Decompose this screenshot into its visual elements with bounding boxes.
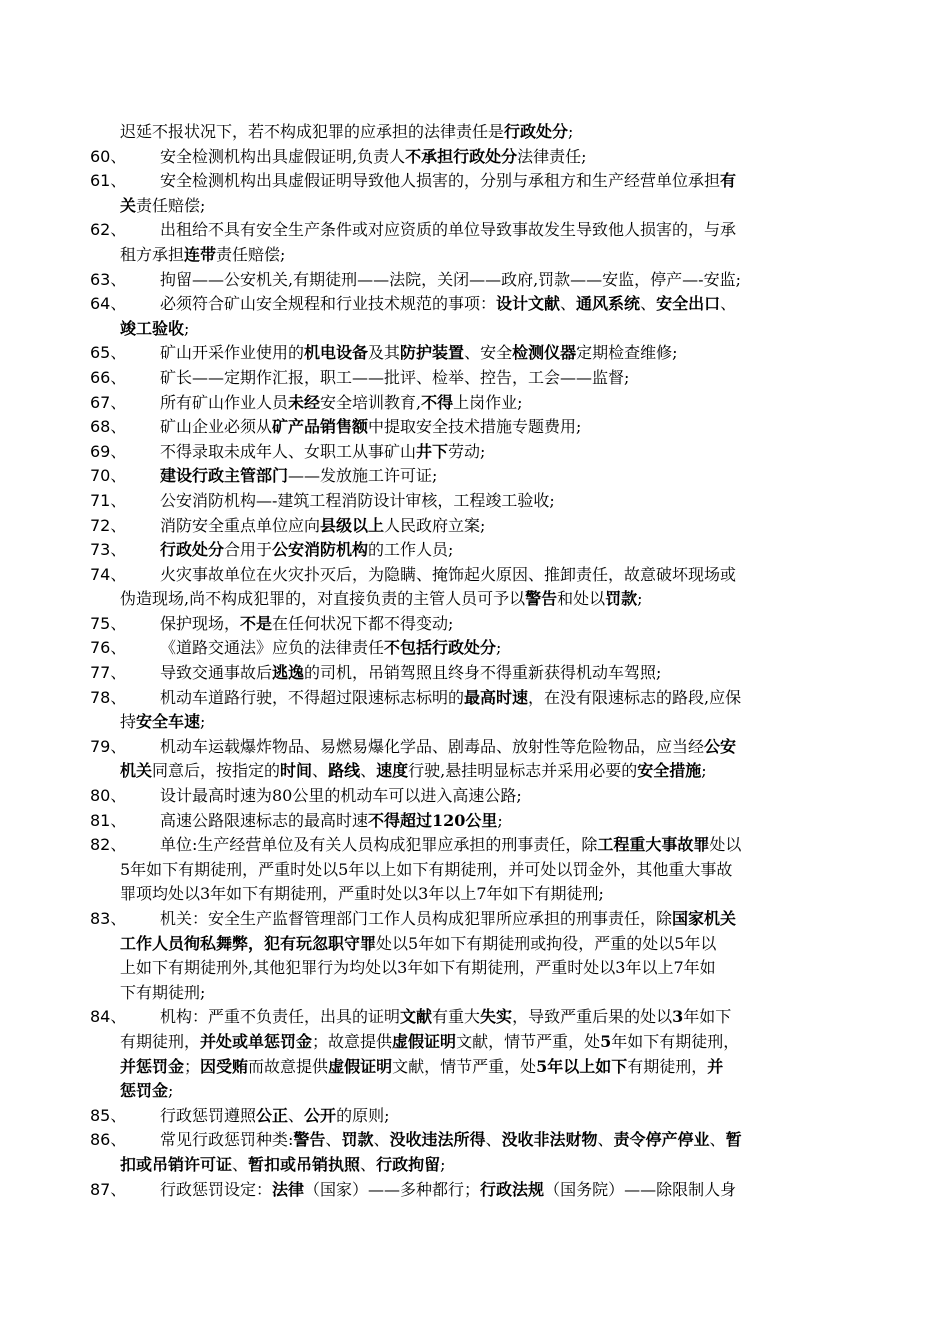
text: 出租给不具有安全生产条件或对应资质的单位导致事故发生导致他人损害的，与承: [160, 220, 737, 240]
text: 机动车运载爆炸物品、易燃易爆化学品、剧毒品、放射性等危险物品，应当经: [160, 736, 705, 756]
text: ;: [200, 712, 206, 732]
text: 必须符合矿山安全规程和行业技术规范的事项：: [160, 294, 497, 314]
list-item-line: [90, 636, 860, 661]
bold-text: 安全车速: [136, 712, 201, 732]
text: 和处以: [557, 589, 606, 609]
list-item-line: [90, 415, 860, 440]
bold-text: 不包括行政处分: [384, 638, 497, 658]
text: 上如下有期徒刑外,其他犯罪行为均处以3年如下有期徒刑，严重时处以3年以上7年如: [120, 958, 716, 978]
list-item-line: [90, 956, 860, 981]
bold-text: 警告: [293, 1130, 326, 1150]
item-number: 73、: [90, 540, 127, 560]
text: 责任赔偿;: [136, 195, 206, 215]
bold-text: 防护装置: [400, 343, 465, 363]
item-number: 81、: [90, 810, 127, 830]
item-number: 71、: [90, 490, 127, 510]
text: 机构：严重不负责任，出具的证明: [160, 1007, 401, 1027]
text: 公安消防机构—-建筑工程消防设计审核，工程竣工验收;: [160, 490, 555, 510]
text: 文献，情节严重，处: [392, 1056, 537, 1076]
list-item-line: [90, 1055, 860, 1080]
bold-text: 法律: [272, 1179, 305, 1199]
item-number: 83、: [90, 909, 127, 928]
bold-text: 机电设备: [304, 343, 369, 363]
list-item-line: [90, 366, 860, 391]
bold-text: 矿产品销售额: [272, 417, 369, 437]
text: 消防安全重点单位应向: [160, 515, 321, 535]
text: 上岗作业;: [453, 392, 523, 412]
bold-text: 设计文献: [496, 294, 561, 314]
bold-text: 没收非法财物: [501, 1130, 598, 1150]
text: 法律责任;: [517, 146, 587, 166]
bold-text: 行政法规: [480, 1179, 545, 1199]
bold-text: 失实: [480, 1007, 513, 1027]
item-number: 65、: [90, 343, 127, 363]
list-item-line: [90, 538, 860, 563]
bold-text: 3: [672, 1007, 684, 1027]
text: 单位:生产经营单位及有关人员构成犯罪应承担的刑事责任，除: [160, 835, 598, 855]
text: 同意后，按指定的: [152, 761, 281, 781]
bold-text: 最高时速: [464, 687, 529, 707]
text: ;: [440, 1154, 446, 1174]
text: 、: [360, 1154, 377, 1174]
text: 设计最高时速为80公里的机动车可以进入高速公路;: [160, 786, 522, 806]
bold-text: 公正: [256, 1105, 289, 1125]
list-item-line: [90, 268, 860, 293]
text: 有期徒刑，: [120, 1031, 201, 1051]
list-item-line: [90, 882, 860, 907]
bold-text: 通风系统: [576, 294, 641, 314]
text: 、: [232, 1154, 249, 1174]
bold-text: 虚假证明: [392, 1031, 457, 1051]
bold-text: 扣或吊销许可证: [120, 1154, 233, 1174]
bold-text: 县级以上: [320, 515, 385, 535]
text: ;: [497, 810, 503, 830]
bold-text: 逃逸: [272, 663, 305, 683]
bold-text: 5: [600, 1031, 612, 1051]
bold-text: 国家机关: [672, 909, 737, 928]
bold-text: 行政处分: [160, 540, 225, 560]
bold-text: 机关: [120, 761, 153, 781]
list-item-line: [90, 1104, 860, 1129]
text: ；: [184, 1056, 201, 1076]
text: 迟延不报状况下，若不构成犯罪的应承担的法律责任是: [120, 122, 505, 141]
text: 、: [325, 1130, 342, 1150]
text: ;: [637, 589, 643, 609]
list-item-line: [90, 489, 860, 514]
bold-text: 没收违法所得: [389, 1130, 486, 1150]
list-item-line: [90, 317, 860, 342]
list-item-line: [90, 1178, 860, 1203]
item-number: 87、: [90, 1179, 127, 1199]
list-item-line: [90, 1005, 860, 1030]
text: 下有期徒刑;: [120, 982, 206, 1002]
list-item-line: [90, 735, 860, 760]
item-number: 82、: [90, 835, 127, 855]
list-item-line: [90, 833, 860, 858]
list-item-line: [90, 169, 860, 194]
text: 伪造现场,尚不构成犯罪的，对直接负责的主管人员可予以: [120, 589, 526, 609]
text: （国家）——多种都行；: [304, 1179, 481, 1199]
text: 安全检测机构出具虚假证明导致他人损害的，分别与承租方和生产经营单位承担: [160, 171, 721, 191]
bold-text: 暂: [725, 1130, 742, 1150]
text: 罪项均处以3年如下有期徒刑，严重时处以3年以上7年如下有期徒刑;: [120, 884, 604, 904]
item-number: 60、: [90, 146, 127, 166]
bold-text: 公开: [304, 1105, 337, 1125]
bold-text: 未经: [288, 392, 321, 412]
item-number: 67、: [90, 392, 127, 412]
text: 及其: [368, 343, 401, 363]
bold-text: 暂扣或吊销执照: [248, 1154, 361, 1174]
text: 、: [360, 761, 377, 781]
text: 有期徒刑，: [627, 1056, 708, 1076]
text: 、: [485, 1130, 502, 1150]
item-number: 85、: [90, 1105, 127, 1125]
text: 、: [720, 294, 737, 314]
text: 行政惩罚设定：: [160, 1179, 273, 1199]
item-number: 84、: [90, 1007, 127, 1027]
text: 安全检测机构出具虚假证明,负责人: [160, 146, 406, 166]
bold-text: 路线: [328, 761, 361, 781]
item-number: 68、: [90, 417, 127, 437]
bold-text: 警告: [525, 589, 558, 609]
item-number: 79、: [90, 736, 127, 756]
text: 、: [373, 1130, 390, 1150]
text: ;: [168, 1081, 174, 1101]
text: ;: [701, 761, 707, 781]
bold-text: 检测仪器: [512, 343, 577, 363]
text: 矿长——定期作汇报，职工——批评、检举、控告，工会——监督;: [160, 367, 630, 387]
text: 的原则;: [336, 1105, 390, 1125]
item-number: 64、: [90, 294, 127, 314]
item-number: 76、: [90, 638, 127, 658]
text: ；故意提供: [312, 1031, 393, 1051]
bold-text: 行政拘留: [376, 1154, 441, 1174]
list-item-line: [90, 858, 860, 883]
list-item-line: [90, 391, 860, 416]
text: 、: [560, 294, 577, 314]
text: 、: [597, 1130, 614, 1150]
item-number: 78、: [90, 687, 127, 707]
text: 在任何状况下都不得变动;: [272, 613, 454, 633]
text: ;: [568, 122, 574, 141]
bold-text: 连带: [184, 244, 217, 264]
text: 租方承担: [120, 244, 185, 264]
text: 不得录取未成年人、女职工从事矿山: [160, 441, 417, 461]
text: 拘留——公安机关,有期徒刑——法院，关闭——政府,罚款——安监，停产—-安监;: [160, 269, 741, 289]
item-number: 77、: [90, 663, 127, 683]
text: 、: [288, 1105, 305, 1125]
list-item-line: [90, 464, 860, 489]
list-item-line: [90, 686, 860, 711]
bold-text: 惩罚金: [120, 1081, 169, 1101]
bold-text: 因受贿: [200, 1056, 249, 1076]
text: 持: [120, 712, 137, 732]
bold-text: 竣工验收: [120, 318, 185, 338]
bold-text: 并惩罚金: [120, 1056, 185, 1076]
list-item-line: [90, 587, 860, 612]
bold-text: 公安: [704, 736, 737, 756]
text: 导致交通事故后: [160, 663, 273, 683]
text: 定期检查维修;: [576, 343, 678, 363]
bold-text: 不是: [240, 613, 273, 633]
bold-text: 不得超过120公里: [368, 810, 498, 830]
text: ;: [184, 318, 190, 338]
item-number: 86、: [90, 1130, 127, 1150]
item-number: 74、: [90, 564, 127, 584]
bold-text: 安全出口: [656, 294, 721, 314]
text: ，导致严重后果的处以: [512, 1007, 673, 1027]
bold-text: 文献: [400, 1007, 433, 1027]
bold-text: 不得: [421, 392, 454, 412]
list-item-line: [90, 1079, 860, 1104]
text: 保护现场，: [160, 613, 241, 633]
text: 行政惩罚遵照: [160, 1105, 257, 1125]
item-number: 61、: [90, 171, 127, 191]
text: ，在没有限速标志的路段,应保: [528, 687, 742, 707]
text: 处以5年如下有期徒刑或拘役，严重的处以5年以: [376, 933, 717, 953]
list-item-line: [90, 784, 860, 809]
text: 文献，情节严重，处: [456, 1031, 601, 1051]
bold-text: 安全措施: [637, 761, 702, 781]
text: 矿山企业必须从: [160, 417, 273, 437]
item-number: 72、: [90, 515, 127, 535]
text: 高速公路限速标志的最高时速: [160, 810, 369, 830]
list-item-line: [90, 661, 860, 686]
text: 合用于: [224, 540, 273, 560]
text: 常见行政惩罚种类:: [160, 1130, 294, 1150]
text: 行驶,悬挂明显标志并采用必要的: [408, 761, 638, 781]
text: ——发放施工许可证;: [288, 466, 438, 486]
text: 处以: [709, 835, 742, 855]
text: 、: [640, 294, 657, 314]
bold-text: 工作人员徇私舞弊，犯有玩忽职守罪: [120, 933, 377, 953]
bold-text: 责令停产停业: [613, 1130, 710, 1150]
list-item-line: [90, 563, 860, 588]
bold-text: 并: [707, 1056, 724, 1076]
item-number: 66、: [90, 367, 127, 387]
list-item-line: [90, 612, 860, 637]
text: ;: [496, 638, 502, 658]
list-item-line: [90, 440, 860, 465]
bold-text: 井下: [416, 441, 449, 461]
text: 机动车道路行驶，不得超过限速标志标明的: [160, 687, 465, 707]
list-item-line: [90, 1128, 860, 1153]
item-number: 70、: [90, 466, 127, 486]
bold-text: 公安消防机构: [272, 540, 369, 560]
text: 年如下: [683, 1007, 732, 1027]
text: 有重大: [432, 1007, 481, 1027]
list-item-line: [90, 292, 860, 317]
text: （国务院）——除限制人身: [544, 1179, 737, 1199]
list-item-line: [90, 981, 860, 1006]
item-number: 69、: [90, 441, 127, 461]
bold-text: 并处或单惩罚金: [200, 1031, 313, 1051]
legal-notes-list: [90, 120, 860, 1202]
bold-text: 建设行政主管部门: [160, 466, 289, 486]
list-item-line: [90, 194, 860, 219]
text: 的工作人员;: [368, 540, 454, 560]
text: 、: [312, 761, 329, 781]
list-item-line: [90, 243, 860, 268]
item-number: 80、: [90, 786, 127, 806]
list-item-line: [90, 145, 860, 170]
list-item-line: [90, 1153, 860, 1178]
list-item-line: [90, 759, 860, 784]
bold-text: 行政处分: [504, 122, 569, 141]
bold-text: 时间: [280, 761, 313, 781]
list-item-line: [90, 710, 860, 735]
list-item-line: [90, 218, 860, 243]
text: 而故意提供: [248, 1056, 329, 1076]
text: 人民政府立案;: [384, 515, 486, 535]
bold-text: 有: [720, 171, 737, 191]
list-item-line: [90, 341, 860, 366]
bold-text: 罚款: [341, 1130, 374, 1150]
text: 中提取安全技术措施专题费用;: [368, 417, 582, 437]
text: 责任赔偿;: [216, 244, 286, 264]
text: 所有矿山作业人员: [160, 392, 289, 412]
bold-text: 虚假证明: [328, 1056, 393, 1076]
list-item-line: [90, 514, 860, 539]
text: 年如下有期徒刑，: [611, 1031, 740, 1051]
text: 矿山开采作业使用的: [160, 343, 305, 363]
bold-text: 不承担行政处分: [405, 146, 518, 166]
text: 安全培训教育,: [320, 392, 422, 412]
list-item-line: [90, 1030, 860, 1055]
text: 机关：安全生产监督管理部门工作人员构成犯罪所应承担的刑事责任，除: [160, 909, 673, 928]
item-number: 63、: [90, 269, 127, 289]
item-number: 75、: [90, 613, 127, 633]
bold-text: 速度: [376, 761, 409, 781]
item-number: 62、: [90, 220, 127, 240]
text: 的司机，吊销驾照且终身不得重新获得机动车驾照;: [304, 663, 662, 683]
bold-text: 5年以上如下: [536, 1056, 628, 1076]
bold-text: 工程重大事故罪: [597, 835, 710, 855]
text: 、安全: [464, 343, 513, 363]
text: 火灾事故单位在火灾扑灭后，为隐瞒、掩饰起火原因、推卸责任，故意破坏现场或: [160, 564, 737, 584]
list-item-line: [90, 932, 860, 957]
list-item-line: [90, 907, 860, 932]
list-item-line: [90, 809, 860, 834]
bold-text: 罚款: [605, 589, 638, 609]
text: 5年如下有期徒刑，严重时处以5年以上如下有期徒刑，并可处以罚金外，其他重大事故: [120, 859, 733, 879]
list-item-line: [90, 120, 860, 145]
text: 、: [709, 1130, 726, 1150]
bold-text: 关: [120, 195, 137, 215]
text: 劳动;: [448, 441, 486, 461]
text: 《道路交通法》应负的法律责任: [160, 638, 385, 658]
